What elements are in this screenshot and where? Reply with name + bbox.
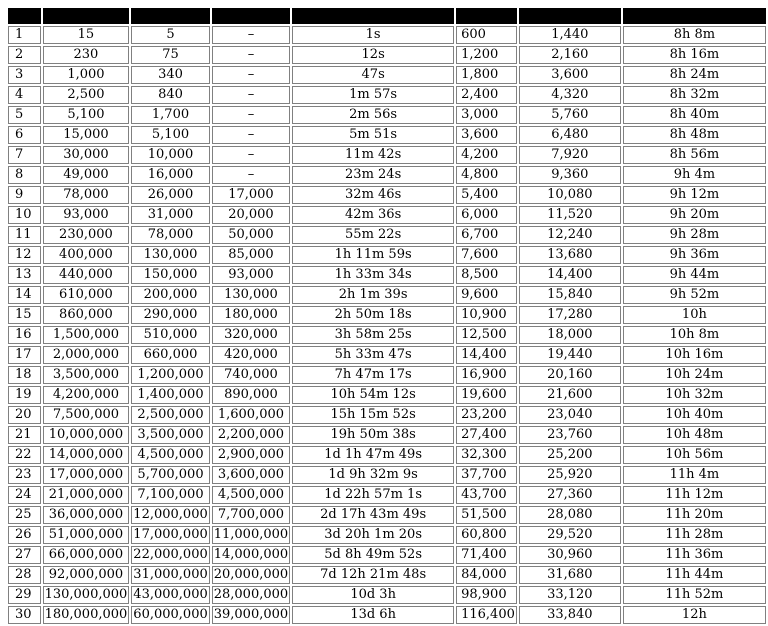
cell-col8: 10h <box>623 306 766 324</box>
cell-col6: 2,400 <box>456 86 517 104</box>
cell-col8: 10h 24m <box>623 366 766 384</box>
table-row <box>8 206 766 224</box>
cell-col7: 12,240 <box>519 226 621 244</box>
cell-time: 1h 11m 59s <box>292 246 454 264</box>
cell-time: 7d 12h 21m 48s <box>292 566 454 584</box>
cell-col3: 2,500,000 <box>131 406 209 424</box>
cell-col6: 600 <box>456 26 517 44</box>
table-row <box>8 146 766 164</box>
cell-level: 2 <box>8 46 41 64</box>
cell-col3: 150,000 <box>131 266 209 284</box>
cell-col8: 9h 36m <box>623 246 766 264</box>
cell-col6: 23,200 <box>456 406 517 424</box>
cell-time: 10h 54m 12s <box>292 386 454 404</box>
cell-col4: 39,000,000 <box>213 607 289 622</box>
table-row <box>8 326 766 344</box>
cell-col6: 4,800 <box>456 166 517 184</box>
cell-time: 1d 9h 32m 9s <box>292 466 454 484</box>
cell-time: 55m 22s <box>292 226 454 244</box>
cell-col3: 5,700,000 <box>131 466 209 484</box>
table-row <box>8 586 766 604</box>
cell-col4: 130,000 <box>212 286 290 304</box>
cell-time: 5d 8h 49m 52s <box>292 546 454 564</box>
cell-level: 3 <box>8 66 41 84</box>
cell-col3: 200,000 <box>131 286 209 304</box>
table-row <box>8 386 766 404</box>
cell-col3: 22,000,000 <box>133 547 208 562</box>
upgrade-table <box>6 6 768 626</box>
header-row <box>8 8 766 24</box>
cell-level: 12 <box>8 246 41 264</box>
cell-col2: 860,000 <box>43 306 130 324</box>
cell-col3: 12,000,000 <box>133 507 208 522</box>
cell-col7: 21,600 <box>519 386 621 404</box>
cell-level: 19 <box>8 386 41 404</box>
cell-col8: 10h 56m <box>623 446 766 464</box>
cell-col4: – <box>212 86 290 104</box>
table-row <box>8 506 766 524</box>
table-row <box>8 526 766 544</box>
cell-col6: 71,400 <box>456 546 517 564</box>
upgrade-table-container <box>6 6 768 626</box>
header-cell-col3 <box>131 8 209 24</box>
cell-col7: 28,080 <box>519 506 621 524</box>
cell-col7: 13,680 <box>519 246 621 264</box>
cell-col2: 93,000 <box>43 206 130 224</box>
table-row <box>8 306 766 324</box>
cell-col4: 28,000,000 <box>213 587 289 602</box>
cell-col7: 17,280 <box>519 306 621 324</box>
cell-col8: 8h 40m <box>623 106 766 124</box>
cell-col3: 78,000 <box>131 226 209 244</box>
cell-col7: 23,040 <box>519 406 621 424</box>
table-row <box>8 546 766 564</box>
cell-time: 2m 56s <box>292 106 454 124</box>
cell-time: 15h 15m 52s <box>292 406 454 424</box>
cell-level: 21 <box>8 426 41 444</box>
cell-col2: 15,000 <box>43 126 130 144</box>
cell-col4: – <box>212 46 290 64</box>
cell-col3: 1,200,000 <box>131 366 209 384</box>
cell-col3: 3,500,000 <box>131 426 209 444</box>
cell-level: 8 <box>8 166 41 184</box>
table-row <box>8 246 766 264</box>
cell-col8: 11h 4m <box>623 466 766 484</box>
cell-time: 2h 50m 18s <box>292 306 454 324</box>
table-row <box>8 286 766 304</box>
table-row <box>8 166 766 184</box>
table-row <box>8 186 766 204</box>
table-row <box>8 266 766 284</box>
cell-time: 47s <box>292 66 454 84</box>
cell-time: 2h 1m 39s <box>292 286 454 304</box>
cell-col2: 400,000 <box>43 246 130 264</box>
cell-col3: 1,400,000 <box>131 386 209 404</box>
cell-time: 13d 6h <box>292 606 454 624</box>
table-row <box>8 486 766 504</box>
cell-time: 5h 33m 47s <box>292 346 454 364</box>
cell-level: 17 <box>8 346 41 364</box>
cell-col3: 26,000 <box>131 186 209 204</box>
cell-level: 28 <box>8 566 41 584</box>
cell-col8: 9h 44m <box>623 266 766 284</box>
cell-col4: – <box>212 126 290 144</box>
cell-col8: 9h 28m <box>623 226 766 244</box>
cell-col8: 11h 20m <box>623 506 766 524</box>
cell-col4: 420,000 <box>212 346 290 364</box>
cell-col2: 230 <box>43 46 130 64</box>
cell-col6: 27,400 <box>456 426 517 444</box>
table-row <box>8 26 766 44</box>
cell-col6: 9,600 <box>456 286 517 304</box>
header-cell-col2 <box>43 8 130 24</box>
cell-col8: 9h 12m <box>623 186 766 204</box>
cell-col2: 180,000,000 <box>44 607 128 622</box>
cell-col4: – <box>212 106 290 124</box>
cell-level: 10 <box>8 206 41 224</box>
cell-col4: – <box>212 146 290 164</box>
cell-col6: 98,900 <box>456 586 517 604</box>
cell-col6: 3,600 <box>456 126 517 144</box>
cell-col2: 49,000 <box>43 166 130 184</box>
cell-col3: 7,100,000 <box>131 486 209 504</box>
cell-time: 1d 1h 47m 49s <box>292 446 454 464</box>
cell-col8: 8h 48m <box>623 126 766 144</box>
cell-col7: 25,920 <box>519 466 621 484</box>
cell-col4: 3,600,000 <box>212 466 290 484</box>
cell-time: 7h 47m 17s <box>292 366 454 384</box>
cell-col2: 230,000 <box>43 226 130 244</box>
cell-level: 24 <box>8 486 41 504</box>
cell-col7: 14,400 <box>519 266 621 284</box>
cell-col2: 78,000 <box>43 186 130 204</box>
cell-col2: 51,000,000 <box>43 526 130 544</box>
cell-col4: 11,000,000 <box>213 527 289 542</box>
cell-time: 19h 50m 38s <box>292 426 454 444</box>
cell-col8: 8h 16m <box>623 46 766 64</box>
cell-col8: 11h 36m <box>623 546 766 564</box>
cell-time: 32m 46s <box>292 186 454 204</box>
cell-level: 1 <box>8 26 41 44</box>
cell-time: 1h 33m 34s <box>292 266 454 284</box>
cell-col3: 340 <box>131 66 209 84</box>
cell-col2: 15 <box>43 26 130 44</box>
header-cell-col4 <box>212 8 290 24</box>
cell-col7: 9,360 <box>519 166 621 184</box>
cell-col3: 1,700 <box>131 106 209 124</box>
cell-col4: – <box>212 66 290 84</box>
cell-col7: 20,160 <box>519 366 621 384</box>
cell-col3: 10,000 <box>131 146 209 164</box>
cell-col8: 10h 40m <box>623 406 766 424</box>
cell-col4: 50,000 <box>212 226 290 244</box>
cell-time: 1s <box>292 26 454 44</box>
header-cell-col7 <box>519 8 621 24</box>
cell-col7: 3,600 <box>519 66 621 84</box>
cell-level: 22 <box>8 446 41 464</box>
table-row <box>8 606 766 624</box>
cell-col8: 10h 48m <box>623 426 766 444</box>
cell-col2: 10,000,000 <box>43 426 130 444</box>
cell-col6: 12,500 <box>456 326 517 344</box>
cell-col4: – <box>212 26 290 44</box>
cell-level: 18 <box>8 366 41 384</box>
cell-col6: 1,800 <box>456 66 517 84</box>
cell-col4: 320,000 <box>212 326 290 344</box>
cell-col6: 1,200 <box>456 46 517 64</box>
table-row <box>8 66 766 84</box>
cell-col8: 10h 32m <box>623 386 766 404</box>
cell-col3: 31,000,000 <box>133 567 208 582</box>
cell-col8: 10h 16m <box>623 346 766 364</box>
cell-col3: 840 <box>131 86 209 104</box>
table-row <box>8 426 766 444</box>
cell-col7: 1,440 <box>519 26 621 44</box>
cell-col2: 30,000 <box>43 146 130 164</box>
cell-time: 3h 58m 25s <box>292 326 454 344</box>
cell-col4: 20,000 <box>212 206 290 224</box>
cell-col3: 17,000,000 <box>133 527 208 542</box>
cell-col7: 25,200 <box>519 446 621 464</box>
cell-col4: – <box>212 166 290 184</box>
table-row <box>8 46 766 64</box>
cell-col4: 2,200,000 <box>212 426 290 444</box>
table-row <box>8 466 766 484</box>
cell-col6: 37,700 <box>456 466 517 484</box>
cell-col3: 660,000 <box>131 346 209 364</box>
cell-col8: 8h 8m <box>623 26 766 44</box>
cell-col7: 10,080 <box>519 186 621 204</box>
cell-col4: 890,000 <box>212 386 290 404</box>
table-row <box>8 106 766 124</box>
cell-level: 5 <box>8 106 41 124</box>
cell-col2: 17,000,000 <box>43 466 130 484</box>
cell-col4: 93,000 <box>212 266 290 284</box>
cell-col7: 5,760 <box>519 106 621 124</box>
cell-col3: 5,100 <box>131 126 209 144</box>
table-row <box>8 566 766 584</box>
cell-col4: 17,000 <box>212 186 290 204</box>
cell-time: 11m 42s <box>292 146 454 164</box>
cell-level: 11 <box>8 226 41 244</box>
table-row <box>8 86 766 104</box>
cell-time: 12s <box>292 46 454 64</box>
cell-level: 20 <box>8 406 41 424</box>
cell-col8: 11h 12m <box>623 486 766 504</box>
cell-col6: 32,300 <box>456 446 517 464</box>
cell-col6: 60,800 <box>456 526 517 544</box>
cell-col6: 10,900 <box>456 306 517 324</box>
cell-col2: 2,000,000 <box>43 346 130 364</box>
cell-time: 5m 51s <box>292 126 454 144</box>
table-row <box>8 346 766 364</box>
cell-col7: 4,320 <box>519 86 621 104</box>
cell-col6: 116,400 <box>456 606 517 624</box>
cell-col7: 30,960 <box>519 546 621 564</box>
cell-col7: 11,520 <box>519 206 621 224</box>
cell-time: 10d 3h <box>292 586 454 604</box>
cell-time: 23m 24s <box>292 166 454 184</box>
cell-col7: 33,120 <box>519 586 621 604</box>
header-cell-time <box>292 8 454 24</box>
cell-level: 15 <box>8 306 41 324</box>
cell-col2: 1,500,000 <box>43 326 130 344</box>
cell-level: 9 <box>8 186 41 204</box>
cell-col6: 4,200 <box>456 146 517 164</box>
cell-col7: 6,480 <box>519 126 621 144</box>
cell-col8: 8h 56m <box>623 146 766 164</box>
cell-col2: 21,000,000 <box>43 486 130 504</box>
cell-time: 1d 22h 57m 1s <box>292 486 454 504</box>
cell-col2: 36,000,000 <box>43 506 130 524</box>
header-cell-col8 <box>623 8 766 24</box>
table-row <box>8 366 766 384</box>
cell-time: 2d 17h 43m 49s <box>292 506 454 524</box>
cell-level: 7 <box>8 146 41 164</box>
cell-col8: 11h 52m <box>623 586 766 604</box>
cell-col3: 75 <box>131 46 209 64</box>
cell-col7: 2,160 <box>519 46 621 64</box>
header-cell-level <box>8 8 41 24</box>
cell-col8: 9h 20m <box>623 206 766 224</box>
table-row <box>8 126 766 144</box>
cell-time: 1m 57s <box>292 86 454 104</box>
cell-col3: 60,000,000 <box>133 607 208 622</box>
cell-col4: 20,000,000 <box>213 567 289 582</box>
cell-col3: 130,000 <box>131 246 209 264</box>
cell-level: 29 <box>8 586 41 604</box>
cell-level: 23 <box>8 466 41 484</box>
cell-col7: 29,520 <box>519 526 621 544</box>
header-cell-col6 <box>456 8 517 24</box>
cell-col4: 180,000 <box>212 306 290 324</box>
cell-col2: 1,000 <box>43 66 130 84</box>
cell-col8: 8h 32m <box>623 86 766 104</box>
cell-col6: 51,500 <box>456 506 517 524</box>
cell-col2: 2,500 <box>43 86 130 104</box>
cell-col4: 1,600,000 <box>212 406 290 424</box>
cell-col4: 7,700,000 <box>212 506 290 524</box>
cell-col2: 5,100 <box>43 106 130 124</box>
cell-col8: 10h 8m <box>623 326 766 344</box>
cell-col8: 9h 52m <box>623 286 766 304</box>
cell-level: 30 <box>8 606 41 624</box>
table-row <box>8 446 766 464</box>
cell-col4: 740,000 <box>212 366 290 384</box>
cell-col6: 8,500 <box>456 266 517 284</box>
cell-col2: 14,000,000 <box>43 446 130 464</box>
cell-col7: 15,840 <box>519 286 621 304</box>
cell-col3: 16,000 <box>131 166 209 184</box>
cell-level: 4 <box>8 86 41 104</box>
cell-col4: 4,500,000 <box>212 486 290 504</box>
cell-col6: 14,400 <box>456 346 517 364</box>
cell-col3: 4,500,000 <box>131 446 209 464</box>
cell-col2: 4,200,000 <box>43 386 130 404</box>
cell-col6: 16,900 <box>456 366 517 384</box>
cell-col7: 7,920 <box>519 146 621 164</box>
table-row <box>8 406 766 424</box>
cell-col6: 84,000 <box>456 566 517 584</box>
cell-col8: 9h 4m <box>623 166 766 184</box>
cell-col2: 7,500,000 <box>43 406 130 424</box>
cell-col7: 19,440 <box>519 346 621 364</box>
cell-col4: 2,900,000 <box>212 446 290 464</box>
cell-col8: 11h 44m <box>623 566 766 584</box>
cell-col2: 130,000,000 <box>44 587 128 602</box>
cell-col6: 19,600 <box>456 386 517 404</box>
cell-col6: 6,700 <box>456 226 517 244</box>
cell-col7: 23,760 <box>519 426 621 444</box>
cell-col2: 66,000,000 <box>43 546 130 564</box>
cell-col2: 610,000 <box>43 286 130 304</box>
cell-level: 25 <box>8 506 41 524</box>
cell-col3: 31,000 <box>131 206 209 224</box>
cell-col7: 18,000 <box>519 326 621 344</box>
cell-col4: 85,000 <box>212 246 290 264</box>
cell-col8: 11h 28m <box>623 526 766 544</box>
cell-col2: 440,000 <box>43 266 130 284</box>
cell-time: 3d 20h 1m 20s <box>292 526 454 544</box>
cell-col3: 290,000 <box>131 306 209 324</box>
cell-col4: 14,000,000 <box>213 547 289 562</box>
cell-col6: 5,400 <box>456 186 517 204</box>
cell-col2: 3,500,000 <box>43 366 130 384</box>
cell-col8: 8h 24m <box>623 66 766 84</box>
cell-col6: 3,000 <box>456 106 517 124</box>
cell-col3: 5 <box>131 26 209 44</box>
cell-level: 6 <box>8 126 41 144</box>
cell-col3: 43,000,000 <box>133 587 208 602</box>
cell-col8: 12h <box>623 606 766 624</box>
cell-col6: 6,000 <box>456 206 517 224</box>
cell-col7: 27,360 <box>519 486 621 504</box>
cell-level: 16 <box>8 326 41 344</box>
cell-level: 26 <box>8 526 41 544</box>
cell-level: 13 <box>8 266 41 284</box>
cell-col7: 31,680 <box>519 566 621 584</box>
cell-col2: 92,000,000 <box>43 566 130 584</box>
cell-col7: 33,840 <box>519 606 621 624</box>
cell-time: 42m 36s <box>292 206 454 224</box>
cell-col6: 43,700 <box>456 486 517 504</box>
cell-col3: 510,000 <box>131 326 209 344</box>
table-body <box>8 26 766 624</box>
cell-level: 14 <box>8 286 41 304</box>
cell-level: 27 <box>8 546 41 564</box>
table-row <box>8 226 766 244</box>
cell-col6: 7,600 <box>456 246 517 264</box>
